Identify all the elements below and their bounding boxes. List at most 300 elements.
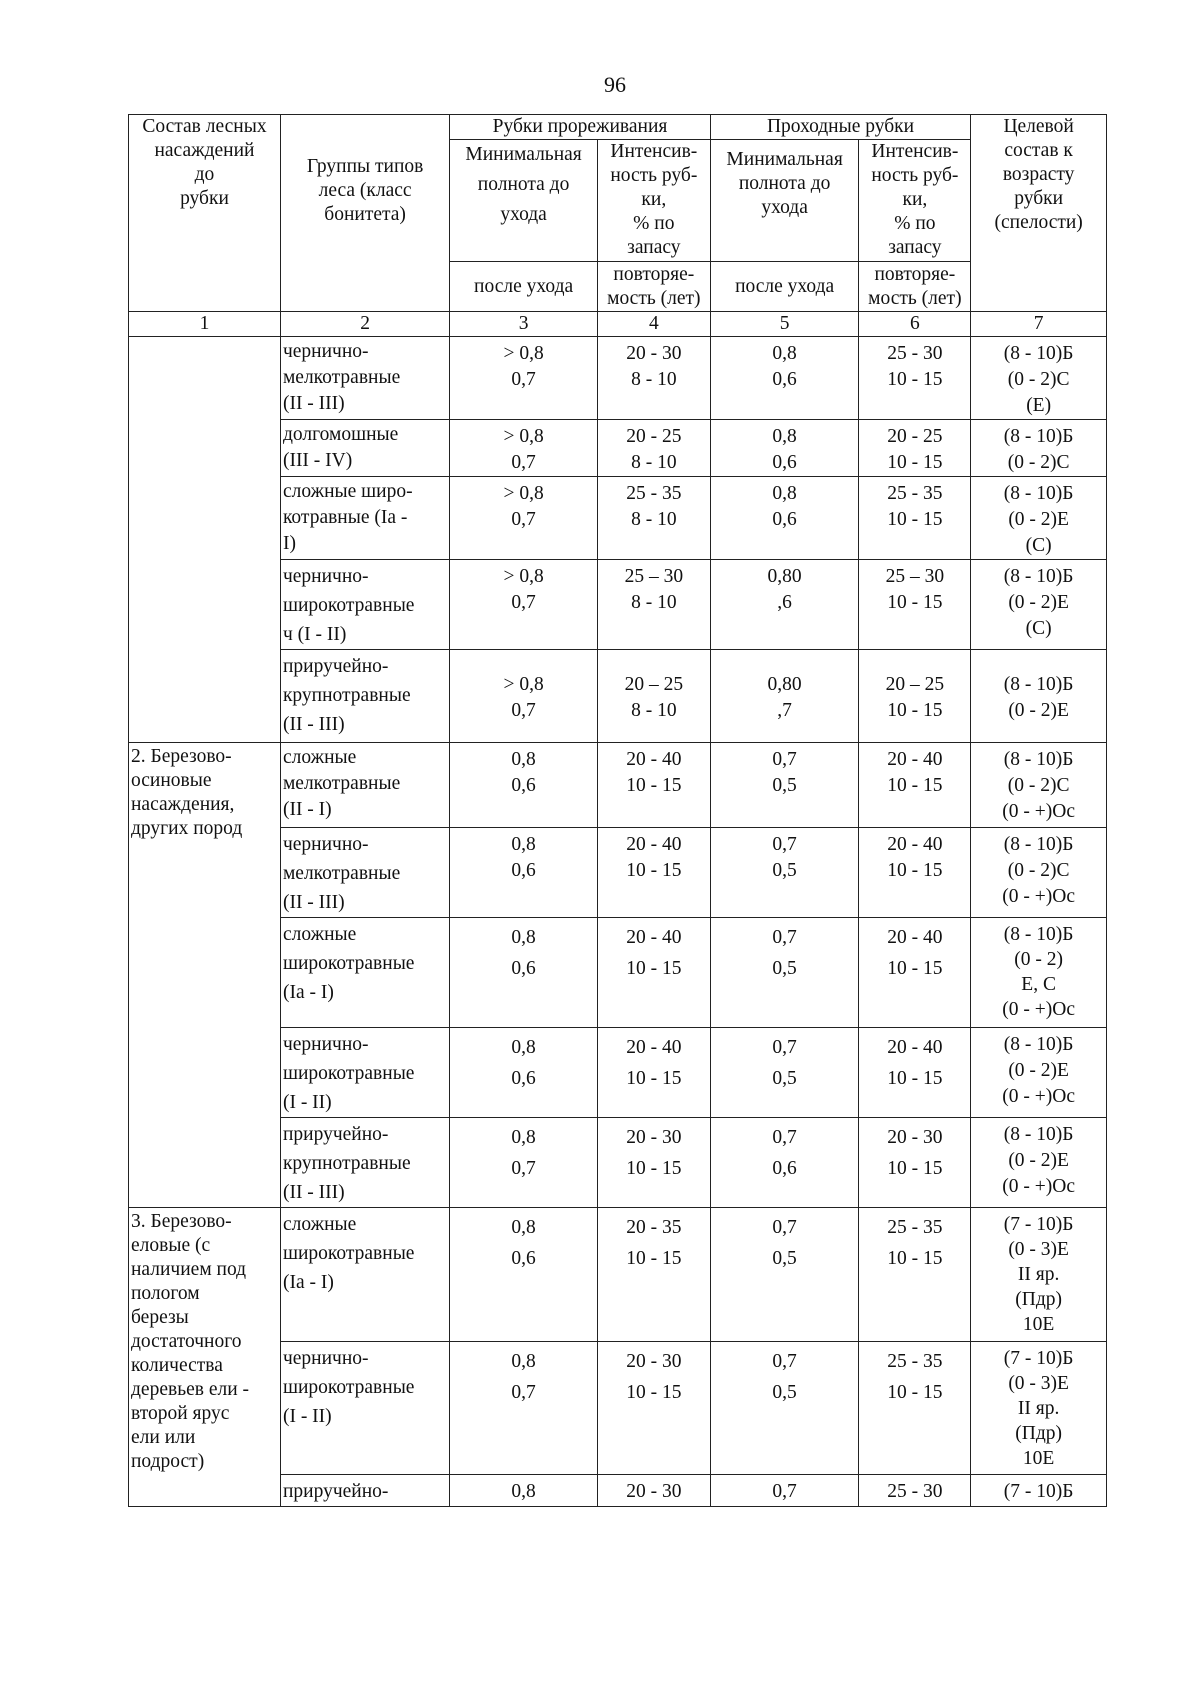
forest-type-line: котравные (Iа - (282, 507, 408, 528)
header-line: запасу (888, 237, 942, 258)
header-line: Интенсив- (871, 141, 959, 162)
target-composition-cell (971, 743, 1107, 828)
value-line: 0,8 (511, 1481, 536, 1502)
value-line: 0,6 (772, 1158, 797, 1179)
header-line: полнота до (738, 173, 831, 194)
header-line: мость (лет) (868, 287, 962, 309)
value-cell-c3 (450, 560, 598, 650)
value-line: 0,8 (772, 483, 797, 504)
forest-type-line: мелкотравные (282, 773, 401, 794)
forest-type-line: долгомошные (282, 424, 399, 445)
value-line: 0,7 (772, 1127, 797, 1148)
header-line: полнота до (477, 174, 570, 195)
column-number: 2 (280, 312, 449, 337)
value-cell-c3 (450, 1208, 598, 1342)
value-line: 20 - 30 (626, 1481, 682, 1502)
target-composition-line: II яр. (1017, 1398, 1060, 1419)
value-line: 10 - 15 (887, 700, 943, 721)
value-line: 0,6 (511, 775, 536, 796)
target-composition-line: 10Е (1022, 1448, 1055, 1469)
value-line: 0,8 (511, 834, 536, 855)
value-line: 0,8 (511, 927, 536, 948)
value-line: 0,5 (772, 1068, 797, 1089)
header-line: Целевой (1003, 116, 1074, 137)
target-composition-line: (8 - 10)Б (1003, 343, 1074, 364)
target-composition-line: (0 - 2)Е (1008, 700, 1069, 721)
composition-line: 2. Березово- (131, 746, 232, 767)
value-cell-c6 (859, 650, 971, 743)
value-line: 20 - 40 (887, 834, 943, 855)
composition-line: пологом (131, 1283, 200, 1304)
value-cell-c4 (597, 420, 710, 477)
header-line: до (194, 164, 215, 185)
target-composition-line: (8 - 10)Б (1003, 1034, 1074, 1055)
forest-type-cell (280, 650, 449, 743)
value-line: 20 - 40 (887, 749, 943, 770)
value-line: 0,7 (772, 1481, 797, 1502)
header-line: ность руб- (871, 165, 959, 186)
header-line: запасу (627, 237, 681, 258)
target-composition-line: (Е) (1026, 395, 1052, 416)
value-line: 0,7 (772, 834, 797, 855)
value-line: 0,5 (772, 775, 797, 796)
value-line: 10 - 15 (887, 1158, 943, 1179)
value-cell-c6 (859, 1208, 971, 1342)
target-composition-line: (8 - 10)Б (1003, 834, 1074, 855)
value-line: 8 - 10 (631, 700, 677, 721)
forest-type-line: (Iа - I) (282, 1272, 334, 1293)
value-cell-c6 (859, 918, 971, 1028)
value-line: 25 – 30 (624, 566, 684, 587)
target-composition-cell (971, 477, 1107, 560)
target-composition-cell (971, 420, 1107, 477)
value-line: 0,7 (772, 749, 797, 770)
value-line: 0,6 (511, 860, 536, 881)
target-composition-cell (971, 1208, 1107, 1342)
value-line: 0,7 (511, 509, 536, 530)
composition-line: насаждения, (131, 794, 235, 815)
value-line: 0,6 (511, 958, 536, 979)
value-line: 0,6 (772, 509, 797, 530)
target-composition-line: Е, С (1021, 974, 1056, 995)
header-min-density-thinning (450, 140, 598, 262)
header-line: % по (633, 213, 675, 234)
value-line: 0,7 (511, 1382, 536, 1403)
value-cell-c4 (597, 560, 710, 650)
value-line: 10 - 15 (626, 1068, 682, 1089)
forest-type-cell (280, 337, 449, 420)
header-forest-type (280, 115, 449, 312)
forest-type-line: приручейно- (282, 1124, 389, 1145)
target-composition-line: (0 - 3)Е (1008, 1239, 1069, 1260)
forest-type-line: сложные (282, 924, 357, 945)
header-passage: Проходные рубки (710, 115, 971, 140)
value-line: > 0,8 (503, 483, 544, 504)
composition-line: осиновые (131, 770, 212, 791)
value-cell-c6 (859, 560, 971, 650)
value-cell-c6 (859, 1342, 971, 1475)
value-line: 20 - 40 (626, 927, 682, 948)
value-cell-c4 (597, 1028, 710, 1118)
value-line: 25 - 30 (887, 343, 943, 364)
column-numbers-row (129, 312, 1107, 337)
value-cell-c3 (450, 477, 598, 560)
forest-type-line: мелкотравные (282, 863, 401, 884)
target-composition-line: (8 - 10)Б (1003, 749, 1074, 770)
value-cell-c3 (450, 1475, 598, 1507)
value-line: 8 - 10 (631, 452, 677, 473)
value-cell-c3 (450, 650, 598, 743)
value-line: 0,7 (772, 1351, 797, 1372)
value-cell-c4 (597, 1342, 710, 1475)
forest-type-line: приручейно- (282, 656, 389, 677)
composition-line: еловые (с (131, 1235, 211, 1256)
value-line: 20 – 25 (885, 674, 945, 695)
value-line: 25 - 35 (626, 483, 682, 504)
value-cell-c6 (859, 828, 971, 918)
target-composition-line: (С) (1025, 535, 1052, 556)
value-cell-c3 (450, 337, 598, 420)
composition-cell (129, 337, 281, 743)
forest-type-line: крупнотравные (282, 1153, 411, 1174)
target-composition-line: (8 - 10)Б (1003, 566, 1074, 587)
value-line: > 0,8 (503, 343, 544, 364)
composition-line: других пород (131, 818, 243, 839)
target-composition-line: (8 - 10)Б (1003, 426, 1074, 447)
value-cell-c5 (710, 560, 859, 650)
forest-type-line: сложные (282, 1214, 357, 1235)
header-repeat-thinning (597, 262, 710, 312)
header-line: бонитета) (324, 204, 406, 225)
forest-type-cell (280, 918, 449, 1028)
header-line: ухода (761, 197, 808, 218)
value-cell-c6 (859, 1475, 971, 1507)
value-line: 20 - 30 (626, 1127, 682, 1148)
value-line: 0,6 (772, 452, 797, 473)
header-line: ки, (902, 189, 928, 210)
composition-line: 3. Березово- (131, 1211, 232, 1232)
value-line: 20 - 40 (887, 927, 943, 948)
value-line: 25 – 30 (885, 566, 945, 587)
header-min-density-passage (710, 140, 859, 262)
target-composition-line: (0 - 2)Е (1008, 592, 1069, 613)
forest-type-cell (280, 1475, 449, 1507)
target-composition-line: (0 - 2) (1014, 949, 1063, 970)
value-line: 10 - 15 (887, 775, 943, 796)
value-line: 0,80 (767, 566, 802, 587)
value-cell-c5 (710, 918, 859, 1028)
value-line: 10 - 15 (626, 1382, 682, 1403)
forest-type-line: мелкотравные (282, 367, 401, 388)
column-number: 5 (710, 312, 859, 337)
value-line: 10 - 15 (626, 958, 682, 979)
forest-type-line: I) (282, 533, 296, 554)
value-line: 25 - 35 (887, 483, 943, 504)
target-composition-line: (8 - 10)Б (1003, 483, 1074, 504)
value-line: 0,7 (772, 1037, 797, 1058)
composition-line: количества (131, 1355, 223, 1376)
value-line: ,6 (777, 592, 792, 613)
target-composition-line: II яр. (1017, 1264, 1060, 1285)
composition-line: наличием под (131, 1259, 247, 1280)
forest-type-cell (280, 743, 449, 828)
header-line: состав к (1004, 140, 1073, 161)
value-cell-c3 (450, 1342, 598, 1475)
forest-type-line: чернично- (282, 1034, 369, 1055)
value-line: 0,8 (511, 1351, 536, 1372)
value-line: 0,8 (511, 1037, 536, 1058)
value-cell-c6 (859, 743, 971, 828)
forest-type-line: (II - I) (282, 799, 332, 820)
target-composition-cell (971, 828, 1107, 918)
value-cell-c4 (597, 650, 710, 743)
value-cell-c5 (710, 477, 859, 560)
value-cell-c3 (450, 918, 598, 1028)
value-line: ,7 (777, 700, 792, 721)
table-header (129, 115, 1107, 337)
forest-type-line: чернично- (282, 834, 369, 855)
value-cell-c4 (597, 1118, 710, 1208)
target-composition-cell (971, 337, 1107, 420)
value-cell-c4 (597, 743, 710, 828)
value-line: 10 - 15 (626, 860, 682, 881)
value-line: 0,8 (511, 749, 536, 770)
forest-type-line: сложные широ- (282, 481, 413, 502)
header-thinning: Рубки прореживания (450, 115, 710, 140)
target-composition-line: (0 - +)Ос (1002, 886, 1075, 907)
target-composition-cell (971, 560, 1107, 650)
forest-type-line: (I - II) (282, 1406, 332, 1427)
header-intensity-thinning (597, 140, 710, 262)
target-composition-cell (971, 1475, 1107, 1507)
forest-type-cell (280, 1118, 449, 1208)
value-line: 20 - 30 (887, 1127, 943, 1148)
target-composition-line: (7 - 10)Б (1003, 1481, 1074, 1502)
value-cell-c6 (859, 337, 971, 420)
value-line: 20 - 30 (626, 1351, 682, 1372)
forest-type-line: (Iа - I) (282, 982, 334, 1003)
value-cell-c4 (597, 1208, 710, 1342)
target-composition-cell (971, 650, 1107, 743)
value-line: 20 - 35 (626, 1217, 682, 1238)
header-line: ность руб- (610, 165, 698, 186)
forest-type-line: чернично- (282, 341, 369, 362)
forest-type-cell (280, 420, 449, 477)
composition-line: второй ярус (131, 1403, 230, 1424)
column-number: 6 (859, 312, 971, 337)
forest-type-line: чернично- (282, 566, 369, 587)
header-line: Группы типов (306, 156, 424, 177)
target-composition-cell (971, 1028, 1107, 1118)
forest-type-line: (II - III) (282, 393, 345, 414)
target-composition-line: (7 - 10)Б (1003, 1214, 1074, 1235)
forest-type-line: широкотравные (282, 1243, 415, 1264)
value-cell-c5 (710, 420, 859, 477)
target-composition-line: (Пдр) (1015, 1289, 1063, 1310)
value-cell-c5 (710, 1475, 859, 1507)
value-line: 0,8 (772, 343, 797, 364)
value-line: 20 - 30 (626, 343, 682, 364)
header-line: (спелости) (994, 212, 1083, 233)
value-cell-c5 (710, 743, 859, 828)
value-cell-c5 (710, 1028, 859, 1118)
value-line: 0,6 (511, 1248, 536, 1269)
value-cell-c3 (450, 828, 598, 918)
value-line: 0,7 (511, 369, 536, 390)
header-composition (129, 115, 281, 312)
forest-type-cell (280, 1342, 449, 1475)
value-line: 25 - 35 (887, 1217, 943, 1238)
target-composition-line: (0 - 2)С (1007, 369, 1070, 390)
value-cell-c4 (597, 477, 710, 560)
target-composition-cell (971, 1118, 1107, 1208)
page-number: 96 (604, 72, 626, 97)
forest-type-line: (III - IV) (282, 450, 353, 471)
header-line: Минимальная (726, 149, 843, 170)
value-line: 25 - 35 (887, 1351, 943, 1372)
value-line: 0,7 (511, 592, 536, 613)
forest-type-cell (280, 477, 449, 560)
value-line: 10 - 15 (887, 1382, 943, 1403)
forest-type-line: приручейно- (282, 1481, 389, 1502)
value-cell-c3 (450, 420, 598, 477)
forest-type-cell (280, 828, 449, 918)
header-line: ухода (500, 204, 547, 225)
value-line: > 0,8 (503, 426, 544, 447)
value-cell-c4 (597, 337, 710, 420)
target-composition-line: (0 - +)Ос (1002, 1086, 1075, 1107)
target-composition-line: (С) (1025, 618, 1052, 639)
value-cell-c5 (710, 1342, 859, 1475)
column-number: 4 (597, 312, 710, 337)
forest-type-line: крупнотравные (282, 685, 411, 706)
target-composition-line: (0 - +)Ос (1002, 801, 1075, 822)
value-line: 0,7 (511, 700, 536, 721)
column-number: 1 (129, 312, 281, 337)
forest-type-line: ч (I - II) (282, 624, 347, 645)
header-line: мость (лет) (607, 287, 701, 309)
target-composition-line: (0 - 2)С (1007, 775, 1070, 796)
value-line: 10 - 15 (887, 452, 943, 473)
table-row (129, 1208, 1107, 1342)
forest-type-cell (280, 1028, 449, 1118)
value-line: 0,8 (511, 1127, 536, 1148)
value-line: 20 – 25 (624, 674, 684, 695)
forest-type-line: (II - III) (282, 714, 345, 735)
value-line: 10 - 15 (887, 1248, 943, 1269)
value-line: 8 - 10 (631, 509, 677, 530)
value-line: 20 - 40 (626, 834, 682, 855)
target-composition-line: (0 - 2)С (1007, 860, 1070, 881)
value-cell-c4 (597, 828, 710, 918)
forest-type-line: (II - III) (282, 1182, 345, 1203)
value-line: 0,7 (511, 1158, 536, 1179)
value-cell-c5 (710, 337, 859, 420)
value-line: 0,5 (772, 1382, 797, 1403)
forest-care-table (128, 114, 1107, 1507)
value-cell-c6 (859, 1118, 971, 1208)
forest-type-cell (280, 560, 449, 650)
value-cell-c5 (710, 1118, 859, 1208)
table-row (129, 337, 1107, 420)
value-line: 0,5 (772, 860, 797, 881)
composition-line: достаточного (131, 1331, 242, 1352)
value-line: 20 - 40 (626, 1037, 682, 1058)
value-line: 0,80 (767, 674, 802, 695)
header-line: возрасту (1002, 164, 1075, 185)
value-line: 10 - 15 (887, 509, 943, 530)
target-composition-cell (971, 918, 1107, 1028)
value-line: 25 - 30 (887, 1481, 943, 1502)
composition-line: подрост) (131, 1451, 205, 1472)
value-line: > 0,8 (503, 566, 544, 587)
value-line: 20 - 40 (626, 749, 682, 770)
value-cell-c3 (450, 743, 598, 828)
value-line: 8 - 10 (631, 369, 677, 390)
header-line: повторяе- (874, 263, 956, 285)
header-line: Состав лесных (142, 116, 267, 137)
forest-type-line: широкотравные (282, 1377, 415, 1398)
value-line: 0,7 (772, 1217, 797, 1238)
target-composition-line: 10Е (1022, 1314, 1055, 1335)
table-row (129, 743, 1107, 828)
value-line: 20 - 40 (887, 1037, 943, 1058)
header-line: ки, (641, 189, 667, 210)
header-repeat-passage (859, 262, 971, 312)
value-line: 0,8 (511, 1217, 536, 1238)
value-cell-c6 (859, 420, 971, 477)
value-line: > 0,8 (503, 674, 544, 695)
header-after-care-passage: после ухода (710, 262, 859, 312)
value-line: 10 - 15 (626, 1248, 682, 1269)
header-line: рубки (1014, 188, 1064, 209)
header-line: повторяе- (613, 263, 695, 285)
header-line: леса (класс (318, 180, 412, 201)
forest-type-line: широкотравные (282, 595, 415, 616)
forest-type-line: широкотравные (282, 953, 415, 974)
target-composition-cell (971, 1342, 1107, 1475)
target-composition-line: (0 - 2)Е (1008, 1150, 1069, 1171)
composition-line: деревьев ели - (131, 1379, 250, 1400)
value-line: 0,6 (511, 1068, 536, 1089)
value-line: 0,7 (772, 927, 797, 948)
value-line: 20 - 25 (626, 426, 682, 447)
header-after-care-thinning: после ухода (450, 262, 598, 312)
value-line: 0,5 (772, 1248, 797, 1269)
composition-cell (129, 1208, 281, 1507)
forest-type-line: чернично- (282, 1348, 369, 1369)
column-number: 7 (971, 312, 1107, 337)
value-line: 10 - 15 (626, 775, 682, 796)
header-line: Интенсив- (610, 141, 698, 162)
value-line: 10 - 15 (887, 1068, 943, 1089)
value-line: 0,7 (511, 452, 536, 473)
target-composition-line: (8 - 10)Б (1003, 1124, 1074, 1145)
header-line: Минимальная (465, 144, 582, 165)
value-cell-c4 (597, 1475, 710, 1507)
header-line: рубки (180, 188, 229, 209)
value-cell-c6 (859, 1028, 971, 1118)
forest-type-line: (II - III) (282, 892, 345, 913)
header-line: насаждений (154, 140, 255, 161)
target-composition-line: (0 - +)Ос (1002, 999, 1075, 1020)
value-line: 10 - 15 (887, 592, 943, 613)
forest-type-line: широкотравные (282, 1063, 415, 1084)
value-cell-c5 (710, 1208, 859, 1342)
value-line: 10 - 15 (887, 369, 943, 390)
value-line: 20 - 25 (887, 426, 943, 447)
value-line: 10 - 15 (626, 1158, 682, 1179)
